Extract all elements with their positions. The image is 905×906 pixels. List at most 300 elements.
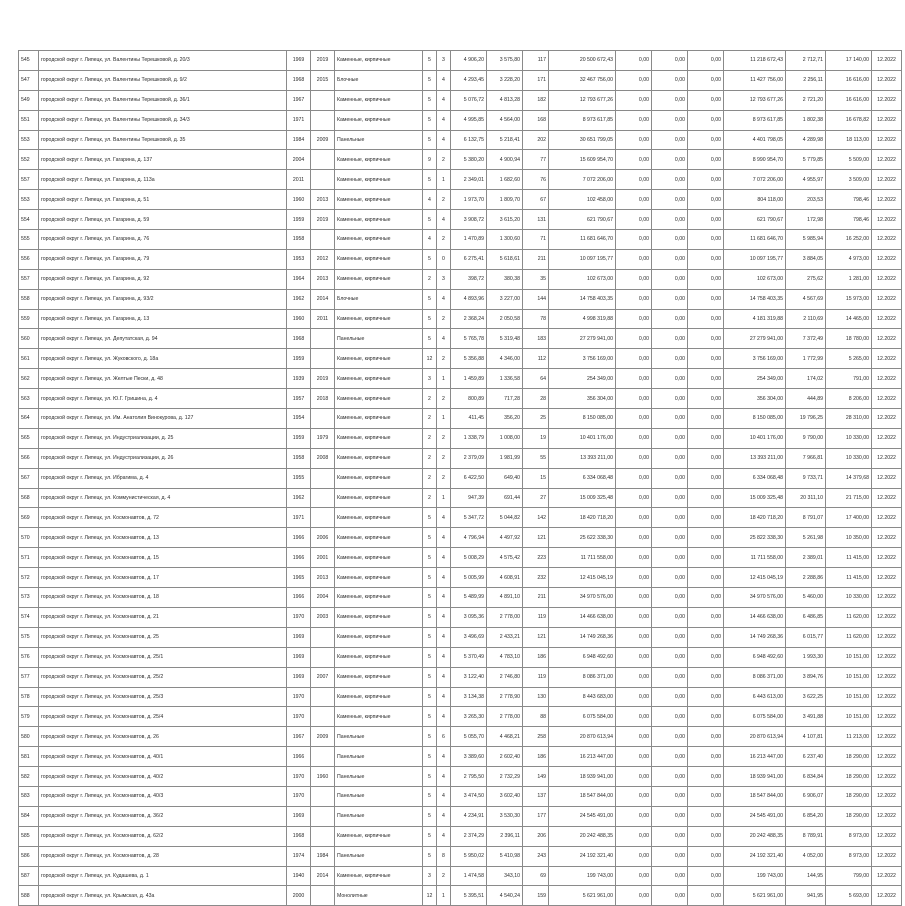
year-built-cell: 1969	[287, 51, 311, 71]
address-cell: городской округ г. Липецк, ул. Валентины Терешковой, д. 35	[39, 130, 287, 150]
residents-cell: 232	[523, 568, 549, 588]
wall-material-cell: Каменные, кирпичные	[335, 528, 423, 548]
address-cell: городской округ г. Липецк, ул. Космонавтов, д. 21	[39, 607, 287, 627]
entrances-cell: 4	[437, 210, 451, 230]
budget-cost-cell: 0,00	[652, 309, 688, 329]
year-built-cell: 1969	[287, 647, 311, 667]
limit-per-sqm-cell: 10 330,00	[826, 448, 872, 468]
floors-cell: 5	[423, 687, 437, 707]
floors-cell: 5	[423, 90, 437, 110]
deadline-cell: 12.2022	[872, 607, 902, 627]
residents-cell: 202	[523, 130, 549, 150]
entrances-cell: 4	[437, 289, 451, 309]
address-cell: городской округ г. Липецк, ул. Космонавтов, д. 25/3	[39, 687, 287, 707]
address-cell: городской округ г. Липецк, ул. Депутатская, д. 94	[39, 329, 287, 349]
floors-cell: 5	[423, 647, 437, 667]
deadline-cell: 12.2022	[872, 210, 902, 230]
total-area-cell: 2 795,50	[451, 767, 487, 787]
table-row	[19, 767, 902, 787]
address-cell: городской округ г. Липецк, ул. Гагарина, д. 59	[39, 210, 287, 230]
total-cost-cell: 102 458,00	[549, 190, 616, 210]
floors-cell: 5	[423, 588, 437, 608]
entrances-cell: 4	[437, 647, 451, 667]
deadline-cell: 12.2022	[872, 110, 902, 130]
owners-cost-cell: 14 749 268,36	[724, 627, 786, 647]
budget-cost-cell: 0,00	[652, 110, 688, 130]
cost-per-sqm-cell: 3 884,05	[786, 249, 826, 269]
total-area-cell: 1 338,79	[451, 428, 487, 448]
address-cell: городской округ г. Липецк, ул. Ибрагима, д. 4	[39, 468, 287, 488]
wall-material-cell: Каменные, кирпичные	[335, 150, 423, 170]
total-area-cell: 3 389,60	[451, 747, 487, 767]
budget-cost-cell: 0,00	[652, 866, 688, 886]
table-row	[19, 170, 902, 190]
limit-per-sqm-cell: 5 693,00	[826, 886, 872, 906]
row-number-cell: 570	[19, 528, 39, 548]
year-repair-cell	[311, 409, 335, 429]
fund-cost-cell: 0,00	[616, 886, 652, 906]
fund-cost-cell: 0,00	[616, 767, 652, 787]
entrances-cell: 4	[437, 627, 451, 647]
cost-per-sqm-cell: 444,89	[786, 389, 826, 409]
deadline-cell: 12.2022	[872, 369, 902, 389]
row-number-cell: 585	[19, 826, 39, 846]
floors-cell: 5	[423, 110, 437, 130]
living-area-cell: 3 575,80	[487, 51, 523, 71]
year-repair-cell: 2001	[311, 548, 335, 568]
fund-cost-cell: 0,00	[616, 806, 652, 826]
table-row	[19, 707, 902, 727]
limit-per-sqm-cell: 10 151,00	[826, 667, 872, 687]
wall-material-cell: Монолитные	[335, 886, 423, 906]
budget-cost-cell: 0,00	[652, 210, 688, 230]
address-cell: городской округ г. Липецк, ул. Космонавтов, д. 26	[39, 727, 287, 747]
limit-per-sqm-cell: 799,00	[826, 866, 872, 886]
living-area-cell: 2 778,90	[487, 687, 523, 707]
total-area-cell: 411,45	[451, 409, 487, 429]
address-cell: городской округ г. Липецк, ул. Космонавтов, д. 25/2	[39, 667, 287, 687]
address-cell: городской округ г. Липецк, ул. Гагарина, д. 79	[39, 249, 287, 269]
budget-cost-cell: 0,00	[652, 607, 688, 627]
limit-per-sqm-cell: 8 973,00	[826, 826, 872, 846]
other-cost-cell: 0,00	[688, 249, 724, 269]
wall-material-cell: Каменные, кирпичные	[335, 627, 423, 647]
floors-cell: 5	[423, 846, 437, 866]
row-number-cell: 552	[19, 150, 39, 170]
total-area-cell: 5 380,20	[451, 150, 487, 170]
wall-material-cell: Каменные, кирпичные	[335, 369, 423, 389]
total-cost-cell: 4 998 319,88	[549, 309, 616, 329]
owners-cost-cell: 13 393 211,00	[724, 448, 786, 468]
floors-cell: 5	[423, 707, 437, 727]
residents-cell: 211	[523, 588, 549, 608]
limit-per-sqm-cell: 16 616,00	[826, 70, 872, 90]
limit-per-sqm-cell: 10 151,00	[826, 647, 872, 667]
owners-cost-cell: 12 793 677,26	[724, 90, 786, 110]
row-number-cell: 554	[19, 210, 39, 230]
limit-per-sqm-cell: 18 290,00	[826, 767, 872, 787]
entrances-cell: 8	[437, 846, 451, 866]
other-cost-cell: 0,00	[688, 389, 724, 409]
residents-cell: 55	[523, 448, 549, 468]
limit-per-sqm-cell: 798,46	[826, 210, 872, 230]
cost-per-sqm-cell: 5 261,98	[786, 528, 826, 548]
cost-per-sqm-cell: 7 966,81	[786, 448, 826, 468]
owners-cost-cell: 6 075 584,00	[724, 707, 786, 727]
year-built-cell: 1955	[287, 468, 311, 488]
entrances-cell: 4	[437, 329, 451, 349]
budget-cost-cell: 0,00	[652, 70, 688, 90]
wall-material-cell: Каменные, кирпичные	[335, 51, 423, 71]
year-repair-cell: 2009	[311, 727, 335, 747]
deadline-cell: 12.2022	[872, 568, 902, 588]
year-built-cell: 1940	[287, 866, 311, 886]
residents-cell: 64	[523, 369, 549, 389]
year-built-cell: 1967	[287, 90, 311, 110]
address-cell: городской округ г. Липецк, ул. Космонавтов, д. 25	[39, 627, 287, 647]
row-number-cell: 547	[19, 70, 39, 90]
limit-per-sqm-cell: 18 113,00	[826, 130, 872, 150]
limit-per-sqm-cell: 18 780,00	[826, 329, 872, 349]
row-number-cell: 577	[19, 667, 39, 687]
address-cell: городской округ г. Липецк, ул. Космонавтов, д. 72	[39, 508, 287, 528]
owners-cost-cell: 7 072 206,00	[724, 170, 786, 190]
entrances-cell: 4	[437, 90, 451, 110]
living-area-cell: 343,10	[487, 866, 523, 886]
limit-per-sqm-cell: 10 151,00	[826, 687, 872, 707]
limit-per-sqm-cell: 21 715,00	[826, 488, 872, 508]
table-row	[19, 150, 902, 170]
living-area-cell: 4 900,94	[487, 150, 523, 170]
limit-per-sqm-cell: 11 620,00	[826, 627, 872, 647]
limit-per-sqm-cell: 798,46	[826, 190, 872, 210]
floors-cell: 5	[423, 747, 437, 767]
residents-cell: 177	[523, 806, 549, 826]
deadline-cell: 12.2022	[872, 309, 902, 329]
year-built-cell: 1953	[287, 249, 311, 269]
total-area-cell: 4 234,91	[451, 806, 487, 826]
row-number-cell: 579	[19, 707, 39, 727]
year-built-cell: 2004	[287, 150, 311, 170]
row-number-cell: 553	[19, 130, 39, 150]
year-repair-cell	[311, 647, 335, 667]
year-repair-cell: 2019	[311, 210, 335, 230]
floors-cell: 9	[423, 150, 437, 170]
cost-per-sqm-cell: 4 107,81	[786, 727, 826, 747]
total-cost-cell: 11 681 646,70	[549, 230, 616, 250]
total-area-cell: 947,39	[451, 488, 487, 508]
other-cost-cell: 0,00	[688, 627, 724, 647]
living-area-cell: 4 783,10	[487, 647, 523, 667]
row-number-cell: 561	[19, 349, 39, 369]
year-repair-cell	[311, 687, 335, 707]
owners-cost-cell: 10 401 176,00	[724, 428, 786, 448]
deadline-cell: 12.2022	[872, 130, 902, 150]
residents-cell: 159	[523, 886, 549, 906]
floors-cell: 5	[423, 170, 437, 190]
other-cost-cell: 0,00	[688, 886, 724, 906]
fund-cost-cell: 0,00	[616, 51, 652, 71]
deadline-cell: 12.2022	[872, 90, 902, 110]
budget-cost-cell: 0,00	[652, 150, 688, 170]
fund-cost-cell: 0,00	[616, 90, 652, 110]
total-cost-cell: 32 467 756,00	[549, 70, 616, 90]
year-built-cell: 1984	[287, 130, 311, 150]
row-number-cell: 584	[19, 806, 39, 826]
living-area-cell: 2 778,00	[487, 707, 523, 727]
table-row	[19, 508, 902, 528]
entrances-cell: 4	[437, 588, 451, 608]
year-built-cell: 1939	[287, 369, 311, 389]
limit-per-sqm-cell: 4 973,00	[826, 249, 872, 269]
total-cost-cell: 356 304,00	[549, 389, 616, 409]
wall-material-cell: Блочные	[335, 289, 423, 309]
row-number-cell: 557	[19, 170, 39, 190]
limit-per-sqm-cell: 14 465,00	[826, 309, 872, 329]
year-repair-cell	[311, 150, 335, 170]
limit-per-sqm-cell: 8 973,00	[826, 846, 872, 866]
other-cost-cell: 0,00	[688, 51, 724, 71]
year-repair-cell: 2018	[311, 389, 335, 409]
other-cost-cell: 0,00	[688, 846, 724, 866]
owners-cost-cell: 804 118,00	[724, 190, 786, 210]
entrances-cell: 4	[437, 707, 451, 727]
deadline-cell: 12.2022	[872, 230, 902, 250]
wall-material-cell: Каменные, кирпичные	[335, 826, 423, 846]
living-area-cell: 5 319,48	[487, 329, 523, 349]
row-number-cell: 559	[19, 309, 39, 329]
cost-per-sqm-cell: 6 834,84	[786, 767, 826, 787]
year-built-cell: 1970	[287, 767, 311, 787]
total-area-cell: 4 995,85	[451, 110, 487, 130]
limit-per-sqm-cell: 791,00	[826, 369, 872, 389]
budget-cost-cell: 0,00	[652, 289, 688, 309]
other-cost-cell: 0,00	[688, 428, 724, 448]
wall-material-cell: Каменные, кирпичные	[335, 269, 423, 289]
cost-per-sqm-cell: 4 289,98	[786, 130, 826, 150]
table-row	[19, 866, 902, 886]
wall-material-cell: Каменные, кирпичные	[335, 568, 423, 588]
entrances-cell: 4	[437, 548, 451, 568]
other-cost-cell: 0,00	[688, 190, 724, 210]
limit-per-sqm-cell: 14 379,68	[826, 468, 872, 488]
address-cell: городской округ г. Липецк, ул. Космонавтов, д. 18	[39, 588, 287, 608]
cost-per-sqm-cell: 174,02	[786, 369, 826, 389]
fund-cost-cell: 0,00	[616, 647, 652, 667]
address-cell: городской округ г. Липецк, ул. Валентины Терешковой, д. 9/2	[39, 70, 287, 90]
row-number-cell: 569	[19, 508, 39, 528]
wall-material-cell: Панельные	[335, 806, 423, 826]
year-built-cell: 1968	[287, 826, 311, 846]
table-row	[19, 210, 902, 230]
other-cost-cell: 0,00	[688, 528, 724, 548]
total-cost-cell: 8 086 371,00	[549, 667, 616, 687]
owners-cost-cell: 12 415 045,19	[724, 568, 786, 588]
year-repair-cell	[311, 806, 335, 826]
year-built-cell: 1958	[287, 230, 311, 250]
wall-material-cell: Каменные, кирпичные	[335, 866, 423, 886]
year-repair-cell: 2007	[311, 667, 335, 687]
fund-cost-cell: 0,00	[616, 329, 652, 349]
other-cost-cell: 0,00	[688, 548, 724, 568]
table-row	[19, 110, 902, 130]
entrances-cell: 1	[437, 409, 451, 429]
limit-per-sqm-cell: 10 330,00	[826, 588, 872, 608]
deadline-cell: 12.2022	[872, 428, 902, 448]
row-number-cell: 560	[19, 329, 39, 349]
table-row	[19, 269, 902, 289]
budget-cost-cell: 0,00	[652, 727, 688, 747]
year-repair-cell	[311, 110, 335, 130]
year-repair-cell: 2013	[311, 190, 335, 210]
living-area-cell: 4 608,91	[487, 568, 523, 588]
cost-per-sqm-cell: 1 802,38	[786, 110, 826, 130]
owners-cost-cell: 8 990 954,70	[724, 150, 786, 170]
fund-cost-cell: 0,00	[616, 548, 652, 568]
owners-cost-cell: 8 973 617,85	[724, 110, 786, 130]
entrances-cell: 4	[437, 826, 451, 846]
total-cost-cell: 254 349,00	[549, 369, 616, 389]
row-number-cell: 586	[19, 846, 39, 866]
living-area-cell: 2 396,11	[487, 826, 523, 846]
year-built-cell: 1970	[287, 607, 311, 627]
address-cell: городской округ г. Липецк, ул. Гагарина, д. 76	[39, 230, 287, 250]
fund-cost-cell: 0,00	[616, 687, 652, 707]
total-area-cell: 3 474,50	[451, 786, 487, 806]
floors-cell: 5	[423, 309, 437, 329]
living-area-cell: 3 530,30	[487, 806, 523, 826]
cost-per-sqm-cell: 5 460,00	[786, 588, 826, 608]
total-cost-cell: 199 743,00	[549, 866, 616, 886]
entrances-cell: 3	[437, 51, 451, 71]
owners-cost-cell: 6 334 068,48	[724, 468, 786, 488]
budget-cost-cell: 0,00	[652, 687, 688, 707]
floors-cell: 2	[423, 468, 437, 488]
total-area-cell: 800,89	[451, 389, 487, 409]
row-number-cell: 564	[19, 409, 39, 429]
address-cell: городской округ г. Липецк, ул. Гагарина, д. 13	[39, 309, 287, 329]
floors-cell: 2	[423, 428, 437, 448]
other-cost-cell: 0,00	[688, 269, 724, 289]
address-cell: городской округ г. Липецк, ул. Космонавтов, д. 40/3	[39, 786, 287, 806]
living-area-cell: 5 410,98	[487, 846, 523, 866]
row-number-cell: 558	[19, 289, 39, 309]
table-row	[19, 747, 902, 767]
living-area-cell: 4 540,24	[487, 886, 523, 906]
total-area-cell: 4 893,96	[451, 289, 487, 309]
total-cost-cell: 6 948 492,60	[549, 647, 616, 667]
living-area-cell: 2 778,00	[487, 607, 523, 627]
fund-cost-cell: 0,00	[616, 866, 652, 886]
year-built-cell: 1971	[287, 110, 311, 130]
year-repair-cell	[311, 886, 335, 906]
other-cost-cell: 0,00	[688, 448, 724, 468]
other-cost-cell: 0,00	[688, 90, 724, 110]
table-row	[19, 428, 902, 448]
year-repair-cell: 2011	[311, 309, 335, 329]
cost-per-sqm-cell: 1 993,30	[786, 647, 826, 667]
budget-cost-cell: 0,00	[652, 349, 688, 369]
floors-cell: 12	[423, 349, 437, 369]
budget-cost-cell: 0,00	[652, 448, 688, 468]
owners-cost-cell: 6 948 492,60	[724, 647, 786, 667]
cost-per-sqm-cell: 4 955,97	[786, 170, 826, 190]
limit-per-sqm-cell: 18 290,00	[826, 806, 872, 826]
total-area-cell: 5 347,72	[451, 508, 487, 528]
row-number-cell: 576	[19, 647, 39, 667]
total-cost-cell: 14 758 403,35	[549, 289, 616, 309]
total-area-cell: 5 370,49	[451, 647, 487, 667]
cost-per-sqm-cell: 6 906,07	[786, 786, 826, 806]
owners-cost-cell: 4 401 798,05	[724, 130, 786, 150]
owners-cost-cell: 4 181 319,88	[724, 309, 786, 329]
table-row	[19, 588, 902, 608]
wall-material-cell: Каменные, кирпичные	[335, 647, 423, 667]
row-number-cell: 587	[19, 866, 39, 886]
living-area-cell: 649,40	[487, 468, 523, 488]
total-area-cell: 2 379,09	[451, 448, 487, 468]
table-body	[19, 51, 902, 906]
total-cost-cell: 8 150 085,00	[549, 409, 616, 429]
year-built-cell: 1965	[287, 568, 311, 588]
residents-cell: 121	[523, 627, 549, 647]
living-area-cell: 2 732,29	[487, 767, 523, 787]
floors-cell: 5	[423, 51, 437, 71]
table-row	[19, 190, 902, 210]
wall-material-cell: Каменные, кирпичные	[335, 409, 423, 429]
limit-per-sqm-cell: 16 678,82	[826, 110, 872, 130]
deadline-cell: 12.2022	[872, 468, 902, 488]
wall-material-cell: Каменные, кирпичные	[335, 170, 423, 190]
deadline-cell: 12.2022	[872, 389, 902, 409]
budget-cost-cell: 0,00	[652, 627, 688, 647]
wall-material-cell: Каменные, кирпичные	[335, 548, 423, 568]
address-cell: городской округ г. Липецк, ул. Валентины Терешковой, д. 34/3	[39, 110, 287, 130]
table-row	[19, 488, 902, 508]
floors-cell: 5	[423, 627, 437, 647]
fund-cost-cell: 0,00	[616, 508, 652, 528]
floors-cell: 4	[423, 190, 437, 210]
table-row	[19, 607, 902, 627]
wall-material-cell: Каменные, кирпичные	[335, 309, 423, 329]
deadline-cell: 12.2022	[872, 707, 902, 727]
row-number-cell: 555	[19, 230, 39, 250]
other-cost-cell: 0,00	[688, 786, 724, 806]
other-cost-cell: 0,00	[688, 647, 724, 667]
total-cost-cell: 16 213 447,00	[549, 747, 616, 767]
year-built-cell: 1966	[287, 747, 311, 767]
cost-per-sqm-cell: 144,95	[786, 866, 826, 886]
deadline-cell: 12.2022	[872, 170, 902, 190]
total-cost-cell: 30 651 799,05	[549, 130, 616, 150]
entrances-cell: 2	[437, 230, 451, 250]
deadline-cell: 12.2022	[872, 667, 902, 687]
residents-cell: 117	[523, 51, 549, 71]
cost-per-sqm-cell: 6 237,40	[786, 747, 826, 767]
limit-per-sqm-cell: 5 509,00	[826, 150, 872, 170]
row-number-cell: 572	[19, 568, 39, 588]
fund-cost-cell: 0,00	[616, 369, 652, 389]
owners-cost-cell: 356 304,00	[724, 389, 786, 409]
entrances-cell: 4	[437, 786, 451, 806]
floors-cell: 5	[423, 130, 437, 150]
budget-cost-cell: 0,00	[652, 468, 688, 488]
budget-cost-cell: 0,00	[652, 190, 688, 210]
year-built-cell: 1962	[287, 289, 311, 309]
table-row	[19, 130, 902, 150]
other-cost-cell: 0,00	[688, 667, 724, 687]
floors-cell: 3	[423, 369, 437, 389]
